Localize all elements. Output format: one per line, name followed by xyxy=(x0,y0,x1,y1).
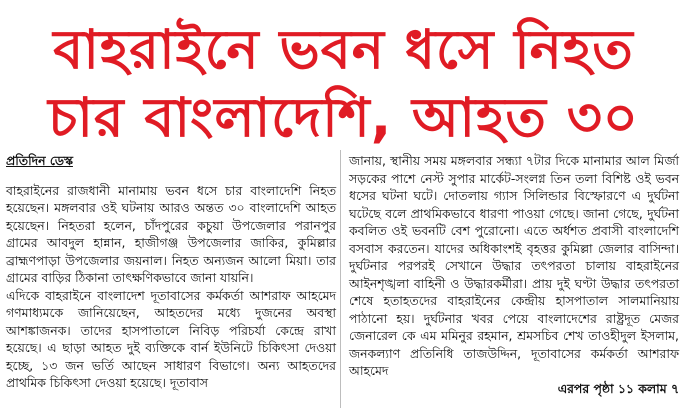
paragraph: বাহরাইনের রাজধানী মানামায় ভবন ধসে চার বাংলাদেশি নিহত হয়েছেন। মঙ্গলবার ওই ঘটনায় আরও অন্তত ৩০ বাংলাদেশি আহত হয়েছেন। নিহতরা হলেন, চাঁদপুরের কচুয়া উপজেলার পরানপুর গ্রামের আবদুল হান্নান, হাজীগঞ্জ উপজেলার জাকির, কুমিল্লার ব্রাহ্মণপাড়া উপজেলার জয়নাল। নিহত অন্যজন আলো মিয়া। তার গ্রামের বাড়ির ঠিকানা তাৎক্ষণিকভাবে জানা যায়নি। xyxy=(6,182,336,285)
paragraph: এদিকে বাহরাইনে বাংলাদেশ দূতাবাসের কর্মকর্তা আশরাফ আহমেদ গণমাধ্যমকে জানিয়েছেন, আহতদের মধ্যে দুজনের অবস্থা আশঙ্কাজনক। তাদের হাসপাতালে নিবিড় পরিচর্যা কেন্দ্রে রাখা হয়েছে। এ ছাড়া আহত দুই ব্যক্তিকে বার্ন ইউনিটে চিকিৎসা দেওয়া হচ্ছে, ১৩ জন ভর্তি আছেন সাধারণ বিভাগে। অন্য আহতদের প্রাথমিক চিকিৎসা দেওয়া হয়েছে। দূতাবাস xyxy=(6,287,336,390)
byline: প্রতিদিন ডেস্ক xyxy=(6,153,73,168)
continued-jump: এরপর পৃষ্ঠা ১১ কলাম ৭ xyxy=(557,380,679,396)
article-column-right xyxy=(349,152,679,397)
paragraph: জানায়, স্থানীয় সময় মঙ্গলবার সন্ধ্যা ৭টার দিকে মানামার আল মির্জা সড়কের পাশে নেস্ট সুপার মার্কেট-সংলগ্ন তিন তলা বিশিষ্ট ওই ভবন ধসের ঘটনা ঘটে। দোতলায় গ্যাস সিলিন্ডার বিস্ফোরণে এ দুর্ঘটনা ঘটেছে বলে প্রাথমিকভাবে ধারণা পাওয়া গেছে। জানা গেছে, দুর্ঘটনা কবলিত ওই ভবনটি বেশ পুরোনো। এতে অর্ধশত প্রবাসী বাংলাদেশি বসবাস করতেন। যাদের অধিকাংশই বৃহত্তর কুমিল্লা জেলার বাসিন্দা। দুর্ঘটনার পরপরই সেখানে উদ্ধার তৎপরতা চালায় বাহরাইনের আইনশৃঙ্খলা বাহিনী ও উদ্ধারকর্মীরা। প্রায় দুই ঘণ্টা উদ্ধার তৎপরতা শেষে হতাহতদের বাহরাইনের কেন্দ্রীয় হাসপাতাল সালমানিয়ায় পাঠানো হয়। দুর্ঘটনার খবর পেয়ে বাংলাদেশের রাষ্ট্রদূত মেজর জেনারেল কে এম মমিনুর রহমান, শ্রমসচিব শেখ তাওহীদুল ইসলাম, জনকল্যাণ প্রতিনিধি তাজউদ্দিন, দূতাবাসের কর্মকর্তা আশরাফ আহমেদ xyxy=(349,153,679,378)
headline-line-2: চার বাংলাদেশি, আহত ৩০ xyxy=(48,86,639,149)
article-column-left xyxy=(6,152,336,392)
headline-line-1: বাহরাইনে ভবন ধসে নিহত xyxy=(53,18,634,81)
column-divider xyxy=(340,150,341,408)
